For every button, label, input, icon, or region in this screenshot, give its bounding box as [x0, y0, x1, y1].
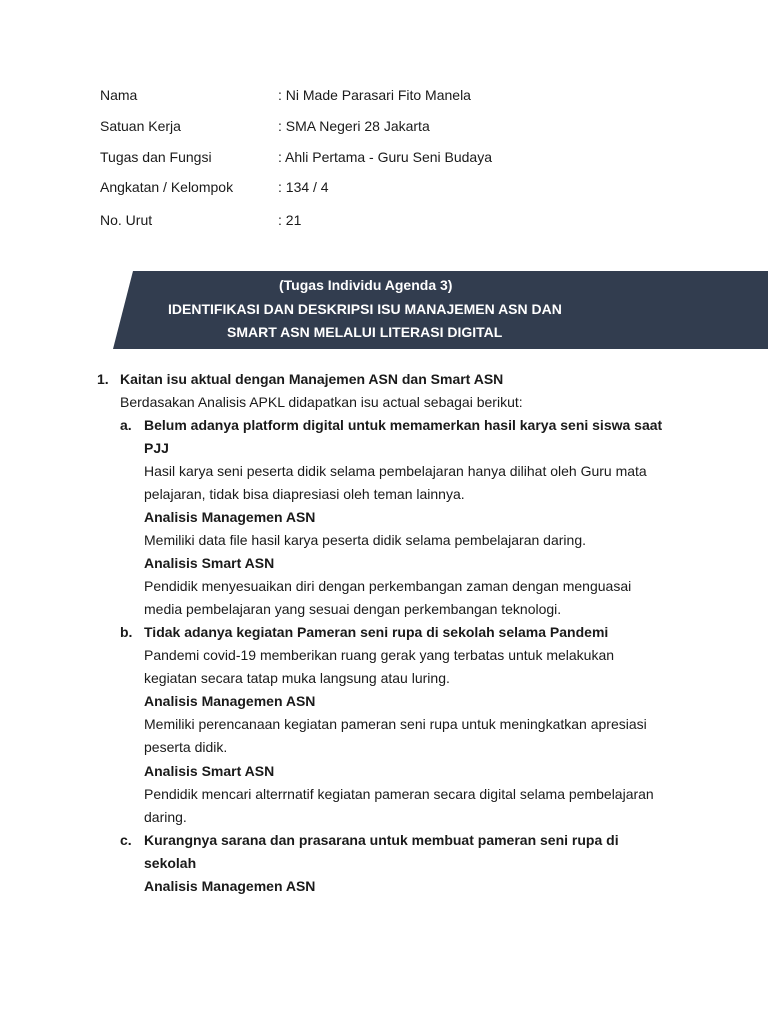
item-description-line: pelajaran, tidak bisa diapresiasi oleh teman lainnya.: [144, 486, 465, 502]
item-title-line: Belum adanya platform digital untuk memamerkan hasil karya seni siswa saat: [144, 417, 663, 433]
asn-analysis-text: peserta didik.: [144, 739, 228, 755]
info-label: Tugas dan Fungsi: [100, 149, 212, 165]
smart-asn-text: daring.: [144, 809, 187, 825]
smart-asn-heading: Analisis Smart ASN: [144, 763, 275, 779]
banner-subtitle: (Tugas Individu Agenda 3): [279, 277, 453, 293]
title-banner: [113, 271, 768, 349]
info-label: No. Urut: [100, 212, 153, 228]
asn-analysis-text: Memiliki data file hasil karya peserta didik selama pembelajaran daring.: [144, 532, 586, 548]
item-title-line: sekolah: [144, 855, 197, 871]
smart-asn-text: Pendidik menyesuaikan diri dengan perkembangan zaman dengan menguasai: [144, 578, 632, 594]
info-label: Nama: [100, 87, 138, 103]
info-label: Angkatan / Kelompok: [100, 179, 234, 195]
section-number: 1.: [97, 371, 109, 387]
item-description-line: kegiatan secara tatap muka langsung atau luring.: [144, 670, 450, 686]
banner-title-line-1: IDENTIFIKASI DAN DESKRIPSI ISU MANAJEMEN ASN DAN: [168, 301, 562, 317]
info-value: : SMA Negeri 28 Jakarta: [278, 118, 430, 134]
item-marker: b.: [120, 624, 133, 640]
info-value: : 134 / 4: [278, 179, 329, 195]
asn-analysis-heading: Analisis Managemen ASN: [144, 509, 316, 525]
smart-asn-text: Pendidik mencari alterrnatif kegiatan pameran secara digital selama pembelajaran: [144, 786, 654, 802]
item-description-line: Pandemi covid-19 memberikan ruang gerak yang terbatas untuk melakukan: [144, 647, 615, 663]
info-label: Satuan Kerja: [100, 118, 181, 134]
section-heading: Kaitan isu aktual dengan Manajemen ASN dan Smart ASN: [120, 371, 504, 387]
item-title-line: Kurangnya sarana dan prasarana untuk membuat pameran seni rupa di: [144, 832, 619, 848]
asn-analysis-heading: Analisis Managemen ASN: [144, 878, 316, 894]
info-value: : Ahli Pertama - Guru Seni Budaya: [278, 149, 492, 165]
info-value: : Ni Made Parasari Fito Manela: [278, 87, 471, 103]
asn-analysis-text: Memiliki perencanaan kegiatan pameran seni rupa untuk meningkatkan apresiasi: [144, 716, 647, 732]
banner-title-line-2: SMART ASN MELALUI LITERASI DIGITAL: [227, 324, 503, 340]
section-intro: Berdasakan Analisis APKL didapatkan isu actual sebagai berikut:: [120, 394, 523, 410]
asn-analysis-heading: Analisis Managemen ASN: [144, 693, 316, 709]
item-title-line: Tidak adanya kegiatan Pameran seni rupa di sekolah selama Pandemi: [144, 624, 609, 640]
smart-asn-heading: Analisis Smart ASN: [144, 555, 275, 571]
item-marker: c.: [120, 832, 132, 848]
smart-asn-text: media pembelajaran yang sesuai dengan perkembangan teknologi.: [144, 601, 562, 617]
info-value: : 21: [278, 212, 302, 228]
item-marker: a.: [120, 417, 132, 433]
item-title-line: PJJ: [144, 440, 169, 456]
item-description-line: Hasil karya seni peserta didik selama pembelajaran hanya dilihat oleh Guru mata: [144, 463, 647, 479]
